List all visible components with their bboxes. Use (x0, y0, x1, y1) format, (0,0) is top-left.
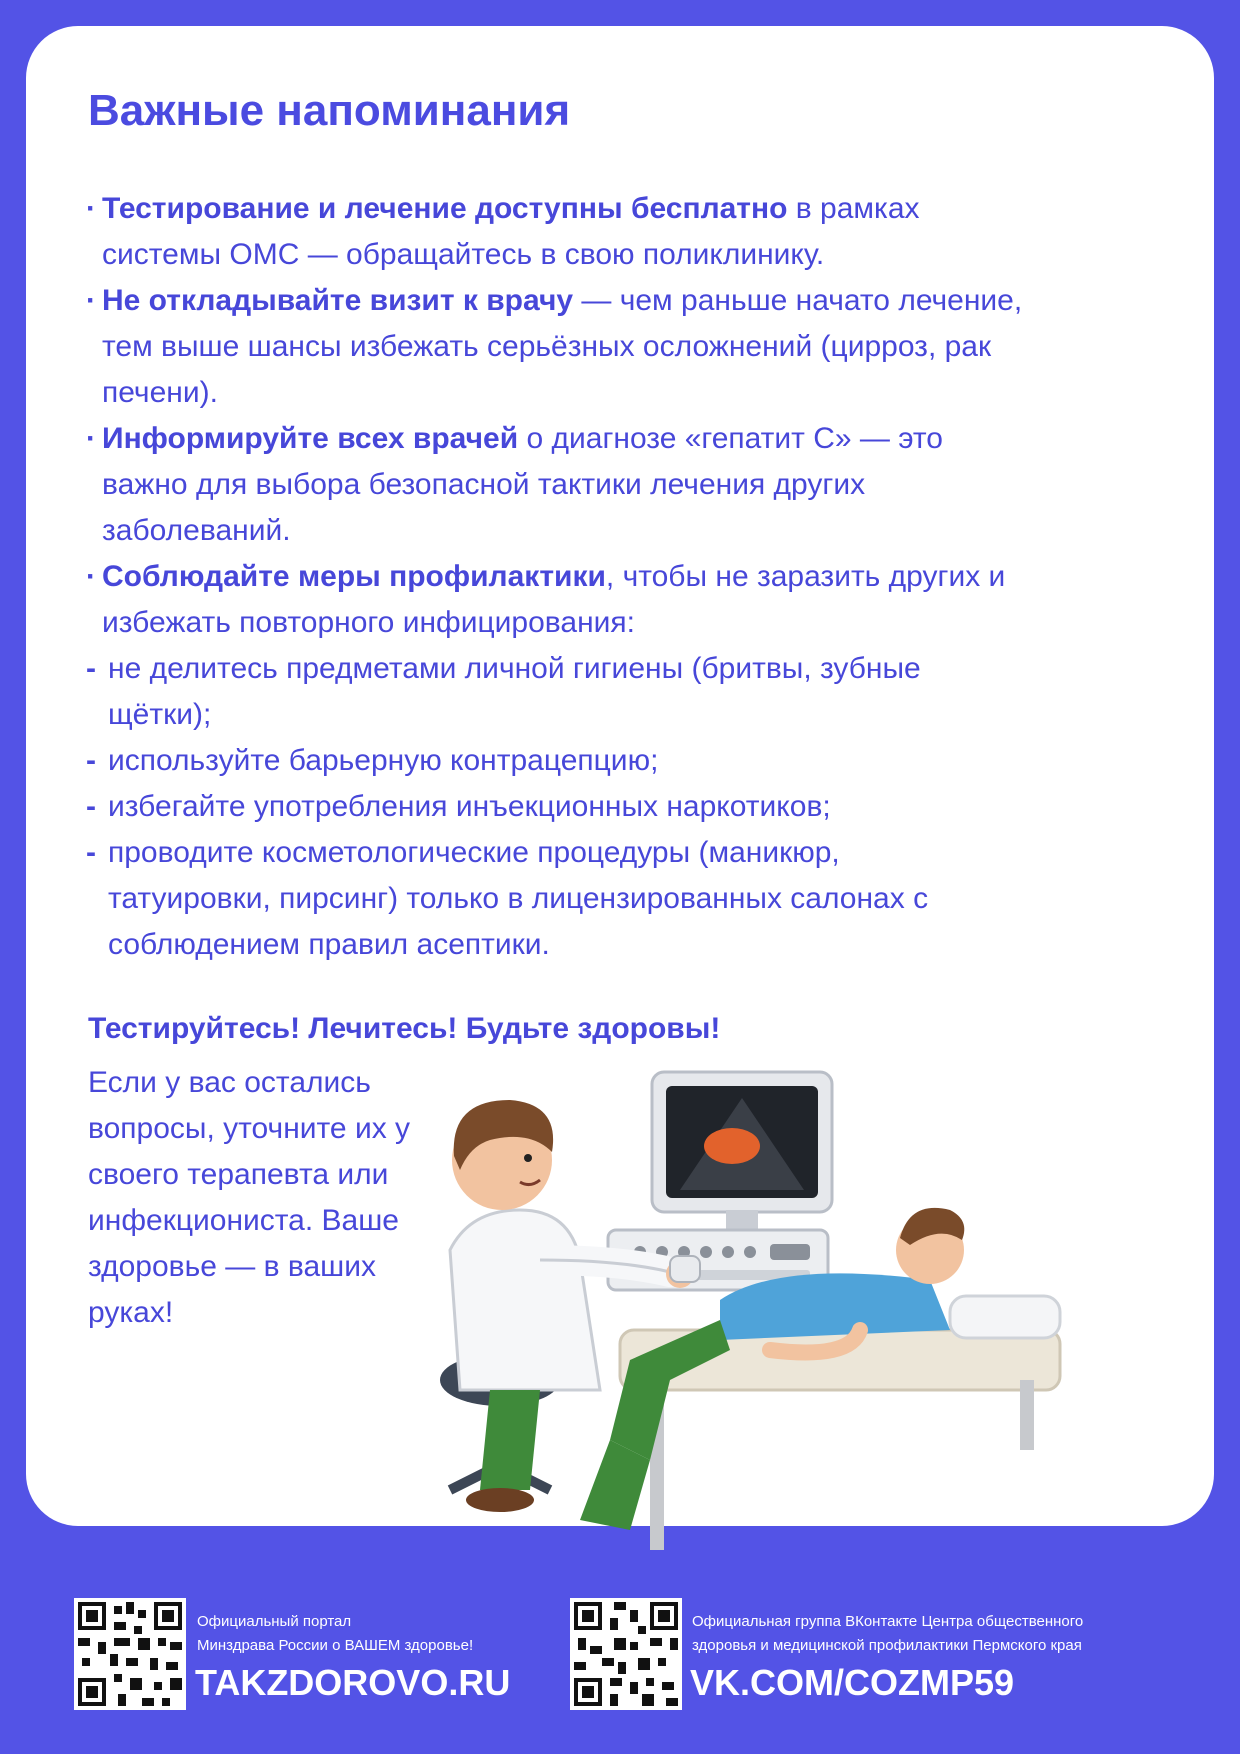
qr-code-vk[interactable] (570, 1598, 682, 1710)
bullet-marker: · (86, 284, 96, 317)
item-bold-text: Информируйте всех врачей (102, 422, 519, 455)
note-line: инфекциониста. Ваше (88, 1204, 399, 1237)
qr-icon (570, 1598, 682, 1710)
bullet-marker: · (86, 560, 96, 593)
footer-left-line1: Официальный портал (197, 1613, 352, 1630)
item-text: используйте барьерную контрацепцию; (108, 744, 659, 777)
item-text: — чем раньше начато лечение, (573, 284, 1023, 317)
item-text: тем выше шансы избежать серьёзных осложнений (цирроз, рак (102, 330, 992, 363)
qr-icon (74, 1598, 186, 1710)
page-title: Важные напоминания (88, 86, 571, 135)
item-text: соблюдением правил асептики. (108, 928, 550, 961)
footer-right-line2: здоровья и медицинской профилактики Пермского края (692, 1637, 1082, 1654)
slogan: Тестируйтесь! Лечитесь! Будьте здоровы! (88, 1012, 721, 1045)
footer-right-line1: Официальная группа ВКонтакте Центра общественного (692, 1613, 1084, 1630)
bullet-marker: · (86, 192, 96, 225)
list-item (86, 554, 1166, 646)
note-line: здоровье — в ваших (88, 1250, 376, 1283)
note-line: своего терапевта или (88, 1158, 389, 1191)
item-text: щётки); (108, 698, 212, 731)
closing-note (88, 1060, 488, 1336)
item-text: системы ОМС — обращайтесь в свою поликлинику. (102, 238, 825, 271)
footer-left-line2: Минздрава России о ВАШЕМ здоровье! (197, 1637, 474, 1654)
list-item (86, 416, 1166, 554)
dash-marker: - (86, 790, 96, 823)
item-text: избегайте употребления инъекционных наркотиков; (108, 790, 831, 823)
item-bold-text: Соблюдайте меры профилактики (102, 560, 606, 593)
item-text: проводите косметологические процедуры (маникюр, (108, 836, 840, 869)
item-text: важно для выбора безопасной тактики лечения других (102, 468, 866, 501)
item-text: не делитесь предметами личной гигиены (бритвы, зубные (108, 652, 921, 685)
reminders-list (86, 186, 1166, 968)
item-bold-text: Не откладывайте визит к врачу (102, 284, 574, 317)
item-text: , чтобы не заразить других и (605, 560, 1006, 593)
ultrasound-illustration (430, 1060, 1090, 1560)
qr-code-takzdorovo[interactable] (74, 1598, 186, 1710)
item-text: заболеваний. (102, 514, 291, 547)
list-item (86, 784, 1166, 830)
dash-marker: - (86, 744, 96, 777)
list-item (86, 646, 1166, 738)
note-line: руках! (88, 1296, 174, 1329)
item-text: в рамках (787, 192, 920, 225)
dash-marker: - (86, 652, 96, 685)
takzdorovo-link[interactable]: TAKZDOROVO.RU (195, 1662, 511, 1703)
vk-link[interactable]: VK.COM/COZMP59 (690, 1662, 1015, 1703)
note-line: Если у вас остались (88, 1066, 371, 1099)
bullet-marker: · (86, 422, 96, 455)
monitor-icon (652, 1072, 832, 1236)
item-text: избежать повторного инфицирования: (102, 606, 635, 639)
list-item (86, 830, 1166, 968)
list-item (86, 738, 1166, 784)
item-bold-text: Тестирование и лечение доступны бесплатно (102, 192, 788, 225)
list-item (86, 186, 1166, 278)
item-text: татуировки, пирсинг) только в лицензированных салонах с (108, 882, 929, 915)
note-line: вопросы, уточните их у (88, 1112, 411, 1145)
dash-marker: - (86, 836, 96, 869)
item-text: о диагнозе «гепатит С» — это (518, 422, 943, 455)
item-text: печени). (102, 376, 218, 409)
list-item (86, 278, 1166, 416)
